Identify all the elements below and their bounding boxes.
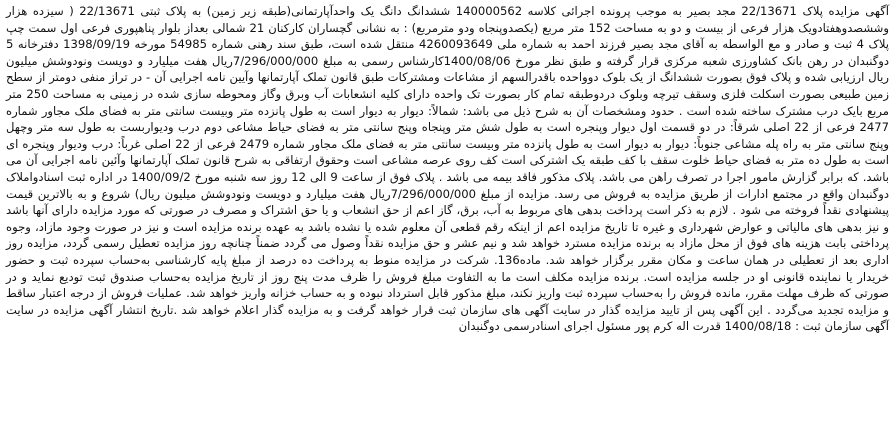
auction-notice-text: آگهی مزایده پلاک 22/13671 مجد بصیر به موجب پرونده اجرائی کلاسه 140000562 ششدانگ دانگ یک واحدآپارتمانی(طبقه زیر زمین) به پلاک ثبتی 22/13671 ( سیزده هزار وششصدوهفتادویک هزار فرعی از بیست و دو به مساحت 152 متر مربع (یکصدوپنجاه ودو مترمربع) : به نشانی گچساران کارکنان 21 شمالی بعداز بلوار پناهپوری فرعی اول سمت چپ پلاک 4 ثبت و صادر و مع الواسطه به آقای مجد بصیر فرزند احمد به شماره ملی 4260093649 منتقل شده است، طبق سند رهنی شماره 54985 مورخه 1398/09/19 دفترخانه 5 دوگنبدان در رهن بانک کشاورزی شعبه مرکزی قرار گرفته و طبق نظر مورخ 1400/08/06کارشناس رسمی به مبلغ 7/296/000/000ریال هفت میلیارد و دویست ونودوشش میلیون ریال ارزیابی شده و پلاک فوق بصورت ششدانگ از یک بلوک دوواحده باقدرالسهم از مشاعات ومشترکات طبق قانون تملک آپارتمانها وآیین نامه اجرایی آن - در تراز منفی دومتر از سطح زمین طبیعی بصورت اسکلت فلزی وسقف تیرچه وبلوک دردوطبقه تمام کار بصورت تک واحده دارای کلیه انشعابات آب وبرق وگاز ومحوطه سازی شده در زمینی به مساحت 250 متر مربع بایک درب مشترک ساخته شده است . حدود ومشخصات آن به شرح ذیل می باشد: شمالاً: دیوار به دیوار است به طول پانزده متر وبیست سانتی متر به فضای ملک مجاور شماره 2477 فرعی از 22 اصلی شرقاً: در دو قسمت اول دیوار وپنجره است به طول شش متر وپنجاه وپنج سانتی متر به فضای حیاط مشاعی دوم درب ودیواربست به طول سه متر وچهل وپنج سانتی متر به راه پله مشاعی جنوباً: دیوار به دیوار است به طول پانزده متر وبیست سانتی متر به فضای ملک مجاور شماره 2479 فرعی از 22 اصلی غرباً: درب ودیوار وپنجره ای است به طول ده متر به فضای حیاط خلوت سقف با کف طبقه یک اشترکی است کف روی عرصه مشاعی است وحقوق ارتفاقی به شرح قانون تملک آپارتمانها وآئین نامه اجرایی آن می باشد. که برابر گزارش مامور اجرا در تصرف راهن می باشد. پلاک مذکور فاقد بیمه می باشد . پلاک فوق از ساعت 9 الی 12 روز سه شنبه مورخ 1400/09/2 در اداره ثبت اسنادواملاک دوگنبدان واقع در مجتمع ادارات از طریق مزایده به فروش می رسد. مزایده از مبلغ 7/296/000/000ریال هفت میلیارد و دویست ونودوشش میلیون ریال) شروع و به بالاترین قیمت پیشنهادی نقداً فروخته می شود . لازم به ذکر است پرداخت بدهی های مربوط به آب، برق، گاز اعم از حق انشعاب و یا حق اشتراک و مصرف در صورتی که مورد مزایده دارای آنها باشد و نیز بدهی های مالیاتی و عوارض شهرداری و غیره تا تاریخ مزایده اعم از اینکه رقم قطعی آن معلوم شده یا نشده باشد به عهده برنده مزایده است و نیز در صورت وجود مازاد، وجوه پرداختی بابت هزینه های فوق از محل مازاد به برنده مزایده مسترد خواهد شد و نیم عشر و حق مزایده نقداً وصول می گردد ضمناً چنانچه روز مزایده تعطیل رسمی گردد، مزایده روز اداری بعد از تعطیلی در همان ساعت و مکان مقرر برگزار خواهد شد. ماده136. شرکت در مزایده منوط به پرداخت ده درصد از مبلغ پایه کارشناسی به‌حساب سپرده ثبت و حضور خریدار یا نماینده قانونی او در جلسه مزایده است. برنده مزایده مکلف است ما به التفاوت مبلغ فروش را ظرف مدت پنج روز از تاریخ مزایده به‌حساب صندوق ثبت تودیع نماید و در صورتی که ظرف مهلت مقرر، مانده فروش را به‌حساب سپرده ثبت واریز نکند، مبلغ مذکور قابل استرداد نبوده و به حساب خزانه واریز خواهد شد. عملیات فروش از درجه اعتبار ساقط و مزایده تجدید می‌گردد . این آگهی پس از تایید مزایده گذار در سایت آگهی های سازمان ثبت قرار خواهد گرفت و به مزایده گذار اعلام خواهد شد .تاریخ انتشار آگهی مزایده در سایت آگهی سازمان ثبت : 1400/08/18 قدرت اله کرم پور مسئول اجرای اسنادرسمی دوگنبدان	[6, 4, 890, 334]
